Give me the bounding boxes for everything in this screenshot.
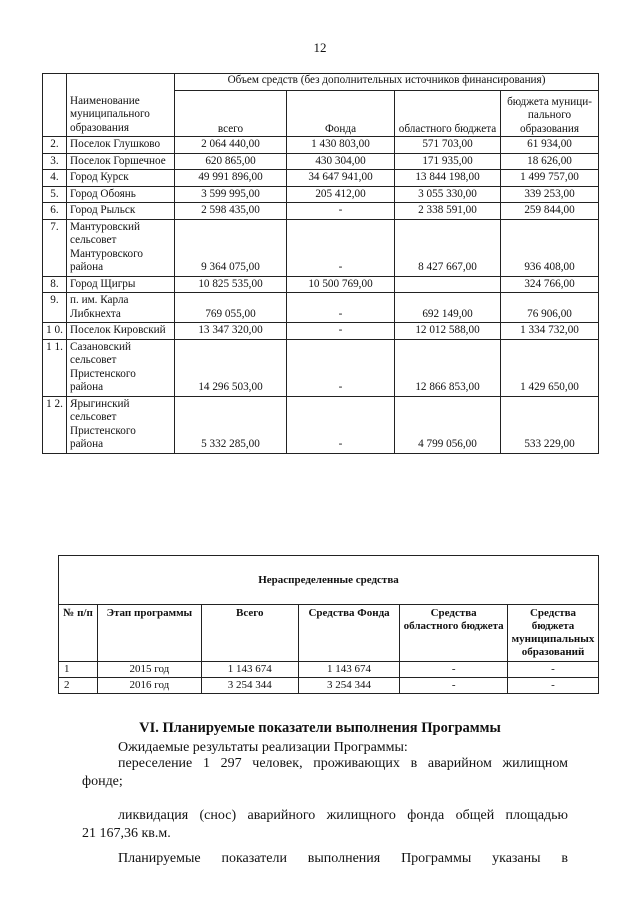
municipal-value: 76 906,00 — [501, 293, 599, 323]
municipal-value: 18 626,00 — [501, 153, 599, 170]
table-row — [59, 662, 599, 678]
municipal-value: 1 334 732,00 — [501, 323, 599, 340]
para-demolition-line1: ликвидация (снос) аварийного жилищного фонда общей площадью — [118, 808, 568, 823]
row-number: 7. — [43, 219, 67, 276]
col-regional-header: областного бюджета — [395, 91, 501, 137]
regional-value: 3 055 330,00 — [395, 186, 501, 203]
t2-header-stage: Этап программы — [98, 605, 202, 662]
regional-value: 2 338 591,00 — [395, 203, 501, 220]
para-demolition-line2: 21 167,36 кв.м. — [82, 826, 171, 841]
col-total-header: всего — [175, 91, 287, 137]
municipal-value: - — [508, 678, 599, 694]
t2-header-fund: Средства Фонда — [298, 605, 399, 662]
municipal-value: 533 229,00 — [501, 396, 599, 453]
municipality-name: Город Щигры — [67, 276, 175, 293]
total-value: 3 254 344 — [201, 678, 298, 694]
fund-value: - — [287, 219, 395, 276]
t2-header-num: № п/п — [59, 605, 98, 662]
regional-value: - — [400, 662, 508, 678]
regional-value: 8 427 667,00 — [395, 219, 501, 276]
total-value: 3 599 995,00 — [175, 186, 287, 203]
fund-value: 34 647 941,00 — [287, 170, 395, 187]
table-row — [43, 293, 599, 323]
regional-value: - — [400, 678, 508, 694]
municipal-value: 61 934,00 — [501, 137, 599, 154]
row-number: 1 — [59, 662, 98, 678]
para-resettlement-line1: переселение 1 297 человек, проживающих в аварийном жилищном — [118, 756, 568, 771]
municipality-name: Поселок Глушково — [67, 137, 175, 154]
unallocated-caption: Нераспределенные средства — [59, 556, 599, 605]
regional-value: 171 935,00 — [395, 153, 501, 170]
municipal-value: 339 253,00 — [501, 186, 599, 203]
fund-value: - — [287, 339, 395, 396]
total-value: 9 364 075,00 — [175, 219, 287, 276]
col-fund-header: Фонда — [287, 91, 395, 137]
unallocated-table — [58, 555, 599, 694]
municipal-value: 259 844,00 — [501, 203, 599, 220]
table-row — [43, 153, 599, 170]
col-name-header: Наименование муниципального образования — [67, 74, 175, 137]
page-number: 12 — [313, 40, 327, 55]
fund-value: - — [287, 293, 395, 323]
municipal-value: 1 499 757,00 — [501, 170, 599, 187]
table-row — [43, 137, 599, 154]
fund-value: 10 500 769,00 — [287, 276, 395, 293]
total-value: 49 991 896,00 — [175, 170, 287, 187]
para-resettlement-line2: фонде; — [82, 774, 123, 789]
row-number: 1 0. — [43, 323, 67, 340]
table-row — [59, 678, 599, 694]
num-header-cell — [43, 74, 67, 137]
row-number: 1 2. — [43, 396, 67, 453]
stage: 2015 год — [98, 662, 202, 678]
group-header: Объем средств (без дополнительных источников финансирования) — [175, 74, 599, 91]
municipality-name: Ярыгинский сельсовет Пристенского района — [67, 396, 175, 453]
fund-value: 430 304,00 — [287, 153, 395, 170]
regional-value: 571 703,00 — [395, 137, 501, 154]
row-number: 5. — [43, 186, 67, 203]
section-title: VI. Планируемые показатели выполнения Программы — [139, 720, 501, 736]
row-number: 3. — [43, 153, 67, 170]
t2-header-regional: Средства областного бюджета — [400, 605, 508, 662]
row-number: 2 — [59, 678, 98, 694]
regional-value: 13 844 198,00 — [395, 170, 501, 187]
row-number: 8. — [43, 276, 67, 293]
total-value: 620 865,00 — [175, 153, 287, 170]
t2-header-municipal: Средства бюджета муниципальных образований — [508, 605, 599, 662]
municipal-value: - — [508, 662, 599, 678]
fund-value: 205 412,00 — [287, 186, 395, 203]
total-value: 14 296 503,00 — [175, 339, 287, 396]
table-row — [43, 276, 599, 293]
fund-value: 1 143 674 — [298, 662, 399, 678]
municipal-value: 1 429 650,00 — [501, 339, 599, 396]
fund-value: - — [287, 203, 395, 220]
fund-value: 1 430 803,00 — [287, 137, 395, 154]
regional-value: 4 799 056,00 — [395, 396, 501, 453]
municipality-name: Мантуровский сельсовет Мантуровского района — [67, 219, 175, 276]
col-municipal-header: бюджета муници-пального образования — [501, 91, 599, 137]
table-row — [43, 339, 599, 396]
municipality-name: п. им. Карла Либкнехта — [67, 293, 175, 323]
total-value: 2 064 440,00 — [175, 137, 287, 154]
municipality-name: Поселок Горшечное — [67, 153, 175, 170]
row-number: 4. — [43, 170, 67, 187]
fund-value: 3 254 344 — [298, 678, 399, 694]
row-number: 2. — [43, 137, 67, 154]
row-number: 9. — [43, 293, 67, 323]
table-row — [43, 323, 599, 340]
table-row — [43, 186, 599, 203]
total-value: 2 598 435,00 — [175, 203, 287, 220]
fund-value: - — [287, 396, 395, 453]
t2-header-total: Всего — [201, 605, 298, 662]
total-value: 13 347 320,00 — [175, 323, 287, 340]
total-value: 10 825 535,00 — [175, 276, 287, 293]
funding-table — [42, 73, 599, 454]
municipal-value: 324 766,00 — [501, 276, 599, 293]
para-expected-results: Ожидаемые результаты реализации Программы: — [118, 740, 408, 755]
regional-value: 12 012 588,00 — [395, 323, 501, 340]
table-row — [43, 219, 599, 276]
row-number: 1 1. — [43, 339, 67, 396]
municipality-name: Поселок Кировский — [67, 323, 175, 340]
fund-value: - — [287, 323, 395, 340]
regional-value — [395, 276, 501, 293]
regional-value: 12 866 853,00 — [395, 339, 501, 396]
total-value: 769 055,00 — [175, 293, 287, 323]
row-number: 6. — [43, 203, 67, 220]
para-indicators: Планируемые показатели выполнения Программы указаны в — [118, 851, 568, 866]
municipality-name: Город Обоянь — [67, 186, 175, 203]
table-row — [43, 396, 599, 453]
total-value: 1 143 674 — [201, 662, 298, 678]
regional-value: 692 149,00 — [395, 293, 501, 323]
table-row — [43, 170, 599, 187]
municipality-name: Город Рыльск — [67, 203, 175, 220]
table-row — [43, 203, 599, 220]
municipality-name: Город Курск — [67, 170, 175, 187]
municipality-name: Сазановский сельсовет Пристенского района — [67, 339, 175, 396]
total-value: 5 332 285,00 — [175, 396, 287, 453]
stage: 2016 год — [98, 678, 202, 694]
municipal-value: 936 408,00 — [501, 219, 599, 276]
